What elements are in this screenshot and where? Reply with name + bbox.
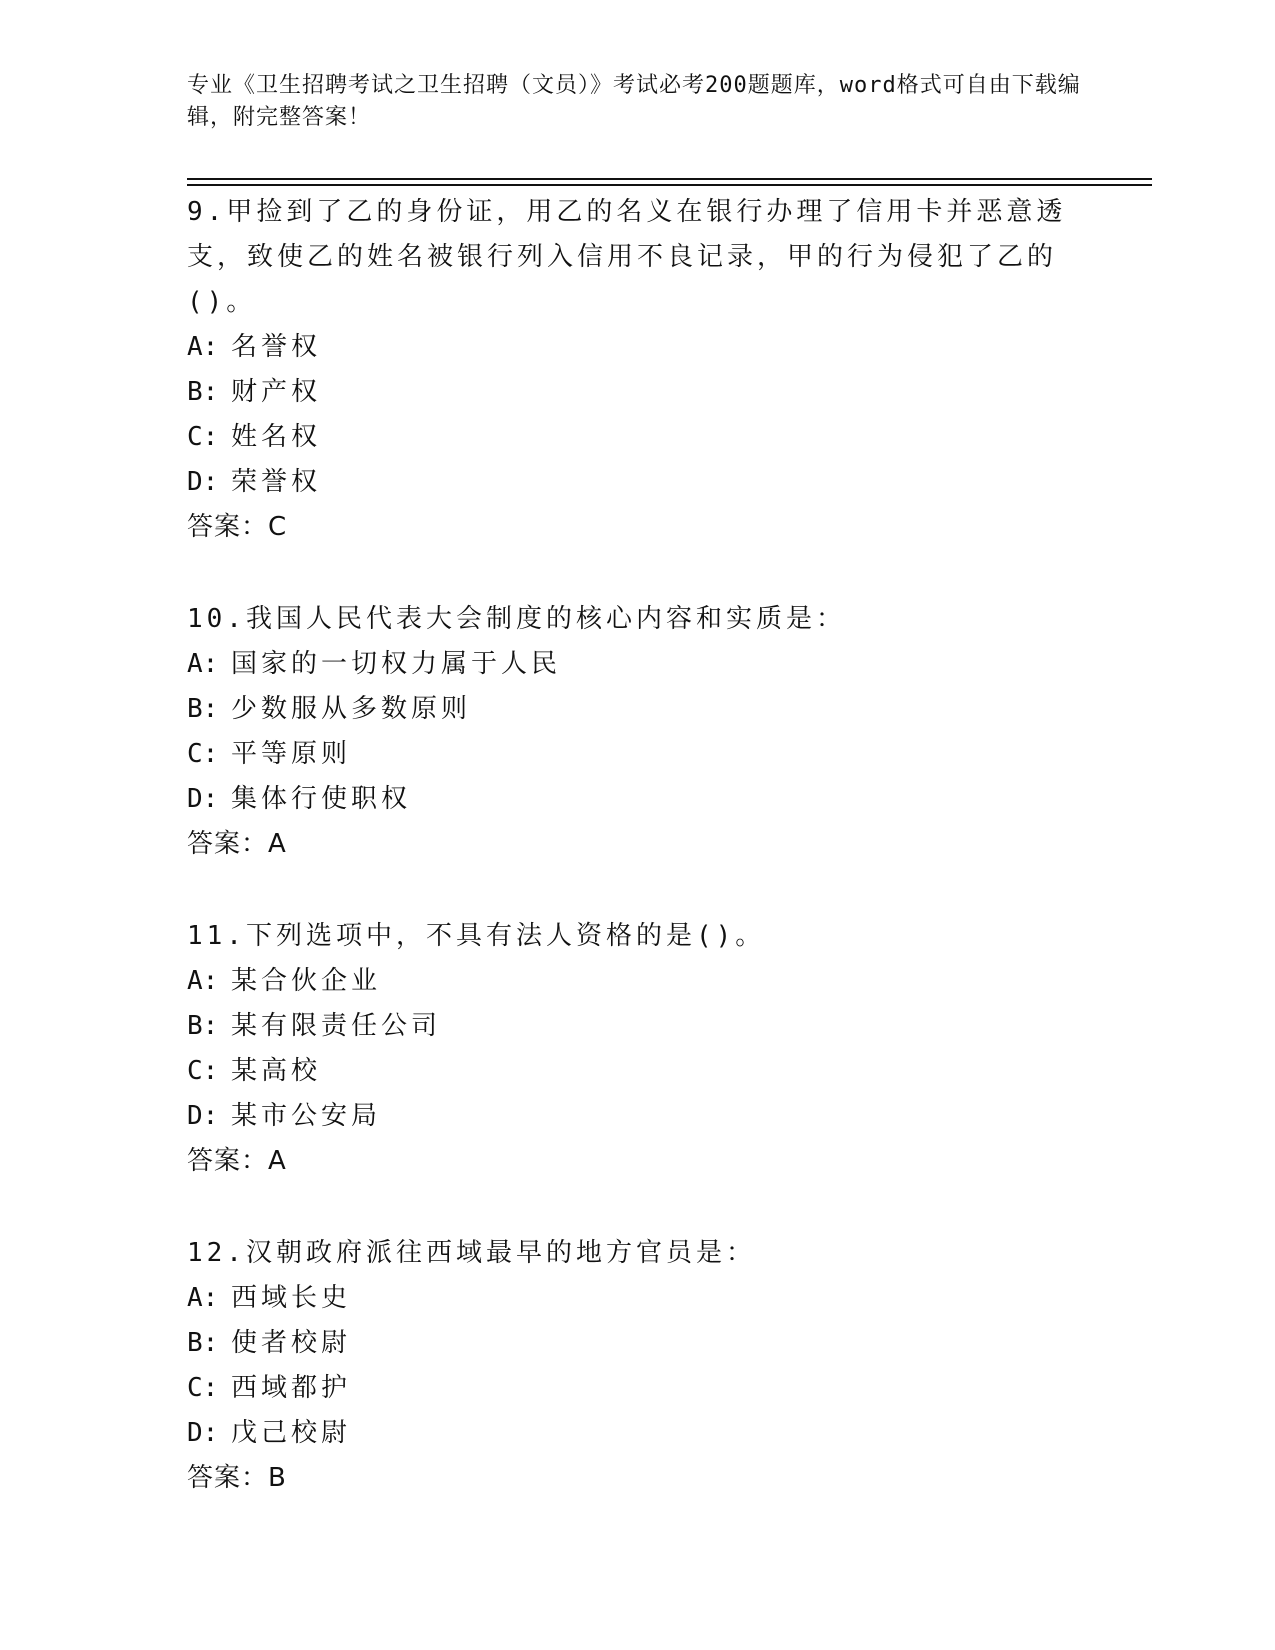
option-text: 姓名权: [231, 422, 322, 452]
option-letter: A:: [187, 649, 219, 679]
question-stem: [187, 597, 1087, 642]
option-b: [187, 687, 1087, 732]
option-text: 某合伙企业: [231, 966, 382, 996]
option-d: [187, 777, 1087, 822]
answer-line: [187, 1456, 1087, 1501]
option-text: 某有限责任公司: [231, 1011, 442, 1041]
question-stem: [187, 190, 1087, 325]
option-text: 荣誉权: [231, 467, 322, 497]
option-a: [187, 642, 1087, 687]
answer-label: 答案：: [187, 829, 269, 859]
answer-line: [187, 822, 1087, 867]
header-rule-top: [187, 178, 1152, 180]
option-text: 名誉权: [231, 332, 322, 362]
option-letter: A:: [187, 966, 219, 996]
option-text: 少数服从多数原则: [231, 694, 472, 724]
option-text: 集体行使职权: [231, 784, 412, 814]
option-letter: D:: [187, 1418, 219, 1448]
option-a: [187, 1276, 1087, 1321]
answer-label: 答案：: [187, 512, 269, 542]
question-stem: [187, 914, 1087, 959]
answer-value: A: [268, 1146, 287, 1176]
option-a: [187, 325, 1087, 370]
option-text: 国家的一切权力属于人民: [231, 649, 562, 679]
option-letter: A:: [187, 332, 219, 362]
option-b: [187, 370, 1087, 415]
option-letter: B:: [187, 1328, 219, 1358]
answer-label: 答案：: [187, 1146, 269, 1176]
question-text: 汉朝政府派往西域最早的地方官员是：: [245, 1238, 756, 1268]
question-list: [187, 190, 1087, 1501]
option-text: 某市公安局: [231, 1101, 382, 1131]
option-letter: C:: [187, 422, 219, 452]
option-b: [187, 1321, 1087, 1366]
option-letter: D:: [187, 467, 219, 497]
question-number: 10.: [187, 604, 246, 634]
option-text: 某高校: [231, 1056, 322, 1086]
option-text: 财产权: [231, 377, 322, 407]
option-letter: B:: [187, 1011, 219, 1041]
option-letter: D:: [187, 1101, 219, 1131]
answer-label: 答案：: [187, 1463, 269, 1493]
option-text: 西域都护: [231, 1373, 352, 1403]
option-text: 戊己校尉: [231, 1418, 352, 1448]
option-d: [187, 460, 1087, 505]
option-text: 使者校尉: [231, 1328, 352, 1358]
option-d: [187, 1411, 1087, 1456]
question-text: 我国人民代表大会制度的核心内容和实质是：: [245, 604, 846, 634]
question-number: 12.: [187, 1238, 246, 1268]
option-letter: A:: [187, 1283, 219, 1313]
option-d: [187, 1094, 1087, 1139]
option-letter: C:: [187, 739, 219, 769]
answer-line: [187, 1139, 1087, 1184]
header-rule-bottom: [187, 184, 1152, 186]
question-text: 甲捡到了乙的身份证，用乙的名义在银行办理了信用卡并恶意透支，致使乙的姓名被银行列入信用不良记录，甲的行为侵犯了乙的()。: [187, 197, 1067, 317]
answer-value: B: [268, 1463, 287, 1493]
question-11: [187, 914, 1087, 1184]
option-a: [187, 959, 1087, 1004]
option-letter: B:: [187, 694, 219, 724]
question-10: [187, 597, 1087, 867]
option-c: [187, 1366, 1087, 1411]
option-c: [187, 732, 1087, 777]
option-c: [187, 415, 1087, 460]
option-letter: C:: [187, 1373, 219, 1403]
option-text: 平等原则: [231, 739, 352, 769]
document-header: 专业《卫生招聘考试之卫生招聘（文员）》考试必考200题题库，word格式可自由下载编辑，附完整答案！: [187, 73, 1081, 130]
option-text: 西域长史: [231, 1283, 352, 1313]
question-stem: [187, 1231, 1087, 1276]
question-number: 11.: [187, 921, 246, 951]
question-text: 下列选项中，不具有法人资格的是()。: [245, 921, 766, 951]
answer-value: C: [268, 512, 288, 542]
question-number: 9.: [187, 197, 227, 227]
question-9: [187, 190, 1087, 550]
option-c: [187, 1049, 1087, 1094]
option-b: [187, 1004, 1087, 1049]
option-letter: B:: [187, 377, 219, 407]
option-letter: C:: [187, 1056, 219, 1086]
answer-line: [187, 505, 1087, 550]
answer-value: A: [268, 829, 287, 859]
option-letter: D:: [187, 784, 219, 814]
question-12: [187, 1231, 1087, 1501]
